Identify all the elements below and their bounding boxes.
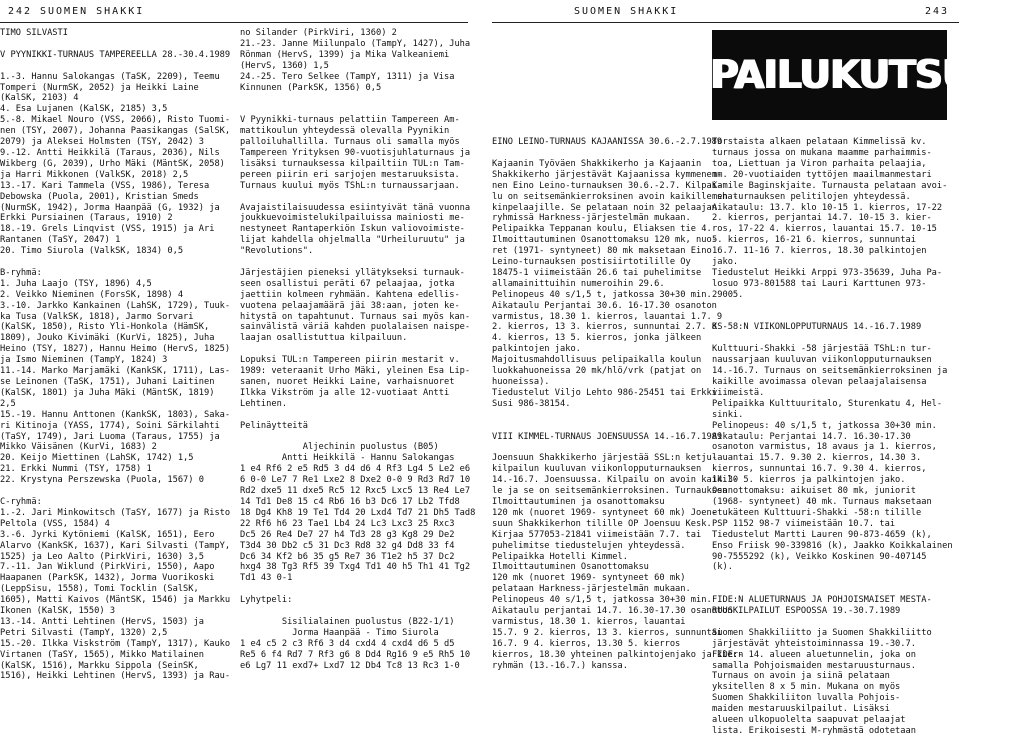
- text-line: palkintojen jako.: [492, 344, 581, 355]
- text-line: (KalSK, 1516), Markku Sippola (SeinSK,: [0, 660, 199, 671]
- text-line: 11.-14. Marko Marjamäki (KankSK, 1711), Las-: [0, 366, 231, 377]
- text-line: lauantai 15.7. 9.30 2. kierros, 14.30 3.: [712, 453, 922, 464]
- text-line: maiden mestaruuskilpailut. Lisäksi: [712, 704, 890, 715]
- text-line: 22 Rf6 h6 23 Tae1 Lb4 24 Lc3 Lxc3 25 Rxc3: [240, 518, 455, 529]
- text-line: 18.-19. Grels Linqvist (VSS, 1915) ja Ari: [0, 224, 215, 235]
- text-line: [240, 410, 468, 421]
- text-line: 1.-2. Jari Minkowitsch (TaSY, 1677) ja Risto: [0, 507, 231, 518]
- text-line: [712, 72, 959, 83]
- text-line: Alarvo (KankSK, 1637), Kari Silvasti (TampY,: [0, 540, 231, 551]
- text-line: [712, 39, 959, 50]
- text-line: 18 Dg4 Kh8 19 Te1 Td4 20 Lxd4 Td7 21 Dh5 Tad8: [240, 507, 476, 518]
- text-line: etukäteen Kulttuuri-Shakki -58:n tilille: [712, 507, 922, 518]
- text-line: luokkahuoneissa 20 mk/hlö/vrk (patjat on: [492, 366, 702, 377]
- text-line: Mikko Väisänen (KurVi, 1683) 2: [0, 442, 157, 453]
- text-line: (KalSK, 1850), Risto Yli-Honkola (HämSK,: [0, 322, 210, 333]
- text-line: Järjestäjien pieneksi yllätykseksi turnauk-: [240, 267, 465, 278]
- text-line: Rantanen (TaSY, 2047) 1: [0, 235, 121, 246]
- text-line: 16.7. 9 4. kierros, 13.30 5. kierros: [492, 638, 681, 649]
- text-line: viimeistä.: [712, 387, 765, 398]
- text-line: Kamile Baginskjaite. Turnausta pelataan avoi-: [712, 180, 948, 191]
- text-line: lijat kahdella ohjelmalla "Urheiluruutu" ja: [240, 235, 465, 246]
- text-line: TIMO SILVASTI: [0, 28, 68, 38]
- text-line: Ilmoittautuminen Osanottomaksu: [492, 562, 649, 573]
- text-line: [492, 28, 705, 39]
- text-line: [492, 442, 705, 453]
- text-line: FIDE:n 14. alueen aluetunnelin, joka on: [712, 649, 916, 660]
- text-line: Turnaus kuului myös TShL:n turnaussarjaan.: [240, 180, 460, 191]
- text-line: sainvälistä väriä kahden puolalaisen naispe-: [240, 322, 471, 333]
- text-line: Turnaus on avoin ja siinä pelataan: [712, 671, 890, 682]
- text-line: lu on seitsemänkierroksinen avoin kaikille sha-: [492, 191, 738, 202]
- text-line: nen Eino Leino-turnauksen 30.6.-2.7. Kilpai-: [492, 180, 723, 191]
- text-line: Peltola (VSS, 1584) 4: [0, 518, 110, 529]
- text-line: 5.-8. Mikael Nouro (VSS, 2066), Risto Tuomi-: [0, 115, 231, 126]
- text-line: sinki.: [712, 409, 744, 420]
- text-line: Lehtinen.: [240, 398, 288, 409]
- text-line: Majoitusmahdollisuus pelipaikalla koulun: [492, 355, 702, 366]
- text-line: Tampereen Yrityksen 90-vuotisjuhlaturnaus ja: [240, 147, 471, 158]
- text-line: Rd2 dxe5 11 dxe5 Rc5 12 Rxc5 Lxc5 13 Re4 Le7: [240, 486, 471, 497]
- text-line: Re5 6 f4 Rd7 7 Rf3 g6 8 Dd4 Rg16 9 e5 Rh5 10: [240, 649, 471, 660]
- text-line: 20. Keijo Miettinen (LahSK, 1742) 1,5: [0, 453, 194, 464]
- text-line: [492, 104, 705, 115]
- text-line: V Pyynikki-turnaus pelattiin Tampereen Am-: [240, 115, 460, 126]
- text-line: [240, 192, 468, 203]
- text-line: Leino-turnauksen postisiirtotilille Oy: [492, 257, 691, 268]
- text-line: (HervS, 1360) 1,5: [240, 60, 329, 71]
- text-line: Tomperi (NurmSK, 2052) ja Heikki Laine: [0, 82, 199, 93]
- text-line: 120 mk (nuoret 1969- syntyneet 60 mk): [492, 573, 686, 584]
- text-line: [712, 126, 959, 137]
- text-line: Debowska (Puola, 2001), Kristian Smeds: [0, 191, 199, 202]
- text-line: Joensuun Shakkikerho järjestää SSL:n ketju-: [492, 453, 717, 464]
- text-line: 3.-10. Jarkko Kankainen (LahSK, 1729), Tuuk-: [0, 300, 231, 311]
- text-line: Pelipaikka Hotelli Kimmel.: [492, 551, 628, 562]
- article-column-4: [712, 28, 959, 736]
- text-line: Wikberg (G, 2039), Urho Mäki (MäntSK, 2058): [0, 158, 225, 169]
- page-number-right: 243: [925, 6, 950, 17]
- text-line: ka Tusa (ValkSK, 1818), Jarmo Sorvari: [0, 311, 194, 322]
- text-line: jako.: [712, 257, 739, 268]
- text-line: 2079) ja Aleksei Holmsten (TSY, 2042) 3: [0, 137, 204, 148]
- text-line: [712, 104, 959, 115]
- text-line: Tiedustelut Martti Lauren 90-873-4659 (k),: [712, 529, 932, 540]
- text-line: 4. kierros, 13 5. kierros, jonka jälkeen: [492, 333, 702, 344]
- text-line: pereen piirin eri sarjojen mestaruuksista.: [240, 169, 460, 180]
- text-line: C-ryhmä:: [0, 496, 42, 507]
- text-line: pelataan Harkness-järjestelmän mukaan.: [492, 584, 691, 595]
- text-line: Suomen Shakkiliiton luvalla Pohjois-: [712, 693, 901, 704]
- text-line: 14 Td1 De8 15 c4 Rb6 16 b3 Dc6 17 Lb2 Tfd8: [240, 496, 460, 507]
- page-number-left: 242: [8, 6, 33, 17]
- text-line: FIDE:N ALUETURNAUS JA POHJOISMAISET MESTA-: [712, 595, 932, 606]
- text-line: (KalSK, 1801) ja Juha Mäki (MäntSK, 1819): [0, 387, 215, 398]
- text-line: Lyhytpeli:: [240, 595, 293, 606]
- text-line: Suomen Shakkiliitto ja Suomen Shakkiliitto: [712, 627, 932, 638]
- text-line: [240, 344, 468, 355]
- article-column-2: [240, 28, 476, 671]
- text-line: [712, 83, 959, 94]
- text-line: [0, 61, 233, 72]
- text-line: 120 mk (nuoret 1969- syntyneet 60 mk) Joen-: [492, 507, 717, 518]
- text-line: järjestävät yhteistoiminnassa 19.-30.7.: [712, 638, 916, 649]
- text-line: alueen ulkopuolelta saapuvat pelaajat: [712, 715, 906, 726]
- text-line: Osanottomaksu: aikuiset 80 mk, juniorit: [712, 486, 916, 497]
- text-line: [712, 333, 959, 344]
- text-line: Pelipaikka Teppanan koulu, Eliaksen tie 4.: [492, 224, 712, 235]
- text-line: [492, 93, 705, 104]
- text-line: vuotena pelaajamäärä jäi 38:aan, joten ke-: [240, 300, 460, 311]
- text-line: Jorma Haanpää - Timo Siurola: [240, 627, 439, 638]
- text-line: Aikataulu: Perjantai 14.7. 16.30-17.30: [712, 431, 911, 442]
- text-line: allamainittuihin numeroihin 29.6.: [492, 278, 665, 289]
- text-line: 1 e4 Rf6 2 e5 Rd5 3 d4 d6 4 Rf3 Lg4 5 Le2 e6: [240, 464, 471, 475]
- text-line: 24.-25. Tero Selkee (TampY, 1311) ja Visa: [240, 71, 455, 82]
- text-line: Ilmoittautuminen Osanottomaksu 120 mk, nuo-: [492, 235, 717, 246]
- text-line: 15.7. 9 2. kierros, 13 3. kierros, sunnuntai: [492, 627, 723, 638]
- text-line: [712, 50, 959, 61]
- text-line: Torstaista alkaen pelataan Kimmelissä kv.: [712, 137, 927, 148]
- text-line: 1 e4 c5 2 c3 Rf6 3 d4 cxd4 4 cxd4 d6 5 d5: [240, 638, 455, 649]
- text-line: Aikataulu: 13.7. klo 10-15 1. kierros, 17-22: [712, 202, 943, 213]
- text-line: [712, 28, 959, 39]
- text-line: [712, 115, 959, 126]
- text-line: toa, Liettuan ja Viron parhaita pelaajia,: [712, 158, 927, 169]
- text-line: naussarjaan kuuluvan viikonlopputurnauksen: [712, 355, 932, 366]
- text-line: 1809), Jouko Kivimäki (KurVi, 1825), Juha: [0, 333, 215, 344]
- text-line: 15.-19. Hannu Anttonen (KankSK, 1803), Saka-: [0, 409, 231, 420]
- text-line: Enso Friisk 90-339816 (k), Jaakko Koikkalainen: [712, 540, 953, 551]
- text-line: Pelinopeus 40 s/1,5 t, jatkossa 30+30 min.: [492, 289, 712, 300]
- text-line: Pelinäytteitä: [240, 420, 308, 431]
- header-title-left: SUOMEN SHAKKI: [40, 6, 145, 17]
- text-line: [492, 72, 705, 83]
- text-line: 1605), Matti Kaivos (MäntSK, 1546) ja Markku: [0, 595, 231, 606]
- text-line: jaettiin kolmeen ryhmään. Kahtena edellis-: [240, 289, 460, 300]
- text-line: EINO LEINO-TURNAUS KAJAANISSA 30.6.-2.7.1989: [492, 137, 723, 148]
- text-line: V PYYNIKKI-TURNAUS TAMPEREELLA 28.-30.4.1989: [0, 49, 231, 60]
- text-line: Petri Silvasti (TampY, 1320) 2,5: [0, 627, 168, 638]
- text-line: le ja se on seitsemänkierroksinen. Turnauksen: [492, 486, 728, 497]
- text-line: PSP 1152 98-7 viimeistään 10.7. tai: [712, 518, 896, 529]
- text-line: joukkuevoimistelukilpailuissa mainiosti me-: [240, 213, 465, 224]
- text-line: 14.30 5. kierros ja palkintojen jako.: [712, 475, 906, 486]
- text-line: Kajaanin Työväen Shakkikerho ja Kajaanin: [492, 158, 702, 169]
- text-line: huoneissa).: [492, 377, 550, 387]
- text-line: e6 Lg7 11 exd7+ Lxd7 12 Db4 Tc8 13 Rc3 1-0: [240, 660, 460, 671]
- text-line: KS-58:N VIIKONLOPPUTURNAUS 14.-16.7.1989: [712, 322, 922, 333]
- text-line: RUUSKILPAILUT ESPOOSSA 19.-30.7.1989: [712, 606, 901, 617]
- text-line: kierros, 18.30 yhteinen palkintojenjako ja kier-: [492, 649, 744, 660]
- text-line: yksitellen 8 x 5 min. Mukana on myös: [712, 682, 901, 693]
- text-line: [492, 421, 705, 432]
- text-line: nen (TSY, 2007), Johanna Paasikangas (SalSK,: [0, 126, 231, 137]
- text-line: [712, 301, 959, 312]
- text-line: ros, 17-22 4. kierros, lauantai 15.7. 10-15: [712, 224, 937, 235]
- text-line: 2,5: [0, 398, 16, 409]
- text-line: (TaSY, 1749), Jari Luoma (Taraus, 1755) ja: [0, 431, 220, 442]
- text-line: 2. kierros, perjantai 14.7. 10-15 3. kier-: [712, 213, 932, 224]
- text-line: Aikataulu perjantai 14.7. 16.30-17.30 osanoton: [492, 606, 733, 617]
- text-line: Virtanen (TaSY, 1565), Mikko Matilainen: [0, 649, 204, 660]
- text-line: VIII KIMMEL-TURNAUS JOENSUUSSA 14.-16.7.1989: [492, 431, 723, 442]
- text-line: ret (1971- syntyneet) 80 mk maksetaan Eino: [492, 246, 712, 257]
- article-column-1: [0, 28, 233, 682]
- text-line: kinpelaajille. Se pelataan noin 32 pelaajan: [492, 202, 717, 213]
- text-line: (1968- syntyneet) 40 mk. Turnaus maksetaan: [712, 496, 932, 507]
- text-line: samalla Pohjoismaiden mestaruusturnaus.: [712, 660, 916, 671]
- text-line: se Leinonen (TaSK, 1751), Juhani Laitinen: [0, 377, 215, 387]
- text-line: Ikonen (KalSK, 1550) 3: [0, 606, 116, 617]
- text-line: [492, 148, 705, 159]
- text-line: 1516), Heikki Lehtinen (HervS, 1393) ja Rau-: [0, 671, 231, 682]
- text-line: Aikataulu Perjantai 30.6. 16-17.30 osanoton: [492, 300, 717, 311]
- text-line: hitystä on tapahtunut. Turnaus sai myös kan-: [240, 311, 471, 322]
- text-line: ryhmissä Harkness-järjestelmän mukaan.: [492, 213, 691, 224]
- text-line: varmistus, 18.30 1. kierros, lauantai 1.7. 9: [492, 311, 723, 322]
- text-line: Dc5 26 Re4 De7 27 h4 Td3 28 g3 Kg8 29 De2: [240, 529, 455, 540]
- text-line: Pelinopeus: 40 s/1,5 t, jatkossa 30+30 min.: [712, 420, 937, 431]
- text-line: [492, 50, 705, 61]
- text-line: (KalSK, 2103) 4: [0, 93, 79, 104]
- text-line: 6 0-0 Le7 7 Re1 Lxe2 8 Dxe2 0-0 9 Rd3 Rd7 10: [240, 475, 471, 486]
- text-line: seen osallistui peräti 67 pelaajaa, jotka: [240, 278, 455, 289]
- header-title-right: SUOMEN SHAKKI: [574, 6, 679, 17]
- text-line: 13.-14. Antti Lehtinen (HervS, 1503) ja: [0, 616, 204, 627]
- text-line: Tiedustelut Viljo Lehto 986-25451 tai Erkki: [492, 387, 717, 398]
- text-line: hxg4 38 Tg3 Rf5 39 Txg4 Td1 40 h5 Th1 41 Tg2: [240, 562, 471, 573]
- header-rule-left: [0, 22, 468, 23]
- text-line: no Silander (PirkViri, 1360) 2: [240, 28, 397, 38]
- text-line: [712, 617, 959, 628]
- text-line: 1525) ja Leo Aalto (PirkViri, 1630) 3,5: [0, 551, 204, 562]
- text-line: Erkki Pursiainen (Taraus, 1910) 2: [0, 213, 173, 224]
- text-line: 14.-16.7. Turnaus on seitsemänkierroksinen ja: [712, 366, 948, 377]
- text-line: [492, 410, 705, 421]
- section-banner-title: KILPAILUKUTSUJA: [643, 52, 1015, 98]
- text-line: 2. Veikko Nieminen (ForsSK, 1898) 4: [0, 289, 184, 300]
- text-line: lista. Erikoisesti M-ryhmästä odotetaan: [712, 726, 916, 736]
- text-line: 3.-6. Jyrki Kytöniemi (KalSK, 1651), Eero: [0, 529, 215, 540]
- text-line: B-ryhmä:: [0, 267, 42, 278]
- text-line: 1.-3. Hannu Salokangas (TaSK, 2209), Teemu: [0, 71, 220, 82]
- text-line: Lopuksi TUL:n Tampereen piirin mestarit v.: [240, 355, 460, 366]
- text-line: varmistus, 18.30 1. kierros, lauantai: [492, 616, 686, 627]
- text-line: puhelimitse tiedustelujen yhteydessä.: [492, 540, 686, 551]
- text-line: suun Shakkikerhon tilille OP Joensuu Kesk.: [492, 518, 712, 529]
- text-line: palloiluhallilla. Turnaus oli samalla myös: [240, 137, 460, 148]
- text-line: [240, 584, 468, 595]
- text-line: kilpailun kuuluvan viikonlopputurnauksen: [492, 464, 702, 475]
- text-line: 29005.: [712, 289, 744, 300]
- text-line: (k).: [712, 562, 733, 573]
- text-line: (LeppSisu, 1558), Tomi Tocklin (SalSK,: [0, 584, 199, 595]
- text-line: kaikille avoimassa olevan pelaajalaisensa: [712, 377, 927, 387]
- text-line: sanen, nuoret Heikki Laine, varhaisnuoret: [240, 377, 455, 387]
- text-line: Ilkka Vikström ja alle 12-vuotiaat Antti: [240, 387, 450, 398]
- text-line: Dc6 34 Kf2 b6 35 g5 Re7 36 T1e2 h5 37 Dc2: [240, 551, 455, 562]
- text-line: 20. Timo Siurola (ValkSK, 1834) 0,5: [0, 246, 184, 257]
- text-line: [240, 606, 468, 617]
- text-line: osanoton varmistus, 18 avaus ja 1. kierros,: [712, 442, 937, 453]
- text-line: 9.-12. Antti Heikkilä (Taraus, 2036), Nils: [0, 147, 220, 158]
- text-line: 2. kierros, 13 3. kierros, sunnuntai 2.7. 8: [492, 322, 717, 333]
- text-line: [492, 83, 705, 94]
- text-line: [240, 93, 468, 104]
- text-line: 1989: veteraanit Urho Mäki, yleinen Esa Lip-: [240, 366, 471, 377]
- text-line: Antti Heikkilä - Hannu Salokangas: [240, 453, 455, 464]
- text-line: kierros, sunnuntai 16.7. 9.30 4. kierros,: [712, 464, 927, 475]
- text-line: ja Ismo Nieminen (TampY, 1824) 3: [0, 355, 168, 366]
- text-line: [712, 584, 959, 595]
- text-line: Tiedustelut Heikki Arppi 973-35639, Juha Pa-: [712, 267, 943, 278]
- text-line: [712, 61, 959, 72]
- text-line: [492, 39, 705, 50]
- text-line: [0, 257, 233, 268]
- text-line: Pelipaikka Kulttuuritalo, Sturenkatu 4, Hel-: [712, 398, 943, 409]
- text-line: Shakkikerho järjestävät Kajaanissa kymmenen-: [492, 169, 723, 180]
- text-line: 1. Juha Laajo (TSY, 1896) 4,5: [0, 278, 152, 289]
- text-line: (NurmSK, 1942), Jorma Haanpää (G, 1932) ja: [0, 202, 220, 213]
- text-line: lisäksi turnauksessa kilpailtiin TUL:n Tam-: [240, 158, 465, 169]
- text-line: mm. 20-vuotiaiden tyttöjen maailmanmestari: [712, 169, 932, 180]
- text-line: Td1 43 0-1: [240, 573, 293, 584]
- text-line: [492, 126, 705, 137]
- text-line: ryhmän (13.-16.7.) kanssa.: [492, 660, 628, 671]
- text-line: Ilmoittautuminen ja osanottomaksu: [492, 496, 665, 507]
- text-line: 21. Erkki Nummi (TSY, 1758) 1: [0, 464, 152, 475]
- text-line: Avajaistilaisuudessa esiintyivät tänä vuonna: [240, 202, 471, 213]
- text-line: T3d4 30 Db2 c5 31 Dc3 Rd8 32 g4 Dd8 33 f4: [240, 540, 455, 551]
- text-line: [240, 104, 468, 115]
- text-line: Rönman (HervS, 1399) ja Mika Valkeaniemi: [240, 49, 450, 60]
- text-line: laajan osallistuttua kilpailuun.: [240, 333, 408, 344]
- text-line: [712, 573, 959, 584]
- text-line: 7.-11. Jan Wiklund (PirkViri, 1550), Aapo: [0, 562, 215, 573]
- text-line: 14.-16.7. Joensuussa. Kilpailu on avoin kaikil-: [492, 475, 738, 486]
- text-line: 15.-20. Ilkka Viskström (TampY, 1317), Kauko: [0, 638, 231, 649]
- text-line: Haapanen (ParkSK, 1432), Jorma Vuorikoski: [0, 573, 215, 584]
- text-line: [492, 115, 705, 126]
- text-line: Sisilialainen puolustus (B22-1/1): [240, 616, 455, 627]
- header-rule-right: [492, 22, 959, 23]
- text-line: Kirjaa 577053-21841 viimeistään 7.7. tai: [492, 529, 702, 540]
- text-line: 22. Krystyna Perszewska (Puola, 1567) 0: [0, 475, 204, 486]
- text-line: 13.-17. Kari Tammela (VSS, 1986), Teresa: [0, 180, 210, 191]
- text-line: Heino (TSY, 1827), Hannu Heimo (HervS, 1825): [0, 344, 231, 355]
- text-line: 4. Esa Lujanen (KalSK, 2185) 3,5: [0, 104, 168, 115]
- text-line: mattikoulun yhteydessä olevalla Pyynikin: [240, 126, 450, 137]
- text-line: Kinnunen (ParkSK, 1356) 0,5: [240, 82, 382, 93]
- text-line: 16.7. 11-16 7. kierros, 18.30 palkintojen: [712, 246, 927, 257]
- text-line: ja Harri Mikkonen (ValkSK, 2018) 2,5: [0, 169, 189, 180]
- text-line: Kulttuuri-Shakki -58 järjestää TShL:n tur-: [712, 344, 932, 355]
- text-line: [0, 486, 233, 497]
- text-line: nestyneet Rantaperkiön Iskun valiovoimiste-: [240, 224, 465, 235]
- text-line: losuo 973-801588 tai Lauri Karttunen 973-: [712, 278, 927, 289]
- text-line: [240, 257, 468, 268]
- text-line: [712, 93, 959, 104]
- text-line: turnaus jossa on mukana maamme parhaimmis-: [712, 147, 932, 158]
- text-line: [240, 432, 468, 443]
- text-line: Aljechinin puolustus (B05): [240, 442, 439, 453]
- text-line: "Revolutions".: [240, 246, 314, 257]
- text-line: 18475-1 viimeistään 26.6 tai puhelimitse: [492, 267, 702, 278]
- text-line: [712, 312, 959, 323]
- text-line: 5. kierros, 16-21 6. kierros, sunnuntai: [712, 235, 916, 246]
- text-line: [492, 61, 705, 72]
- text-line: 90-7555292 (k), Veikko Koskinen 90-407145: [712, 551, 927, 562]
- text-line: Pelinopeus 40 s/1,5 t, jatkossa 30+30 min.: [492, 595, 712, 606]
- text-line: Susi 986-38154.: [492, 398, 571, 409]
- text-line: men turnauksen pelitilojen yhteydessä.: [712, 191, 911, 202]
- text-line: 21.-23. Janne Miilunpalo (TampY, 1427), Juha: [240, 38, 471, 49]
- text-line: ri Kitinoja (YASS, 1774), Soini Särkilahti: [0, 420, 220, 431]
- text-line: [0, 39, 233, 50]
